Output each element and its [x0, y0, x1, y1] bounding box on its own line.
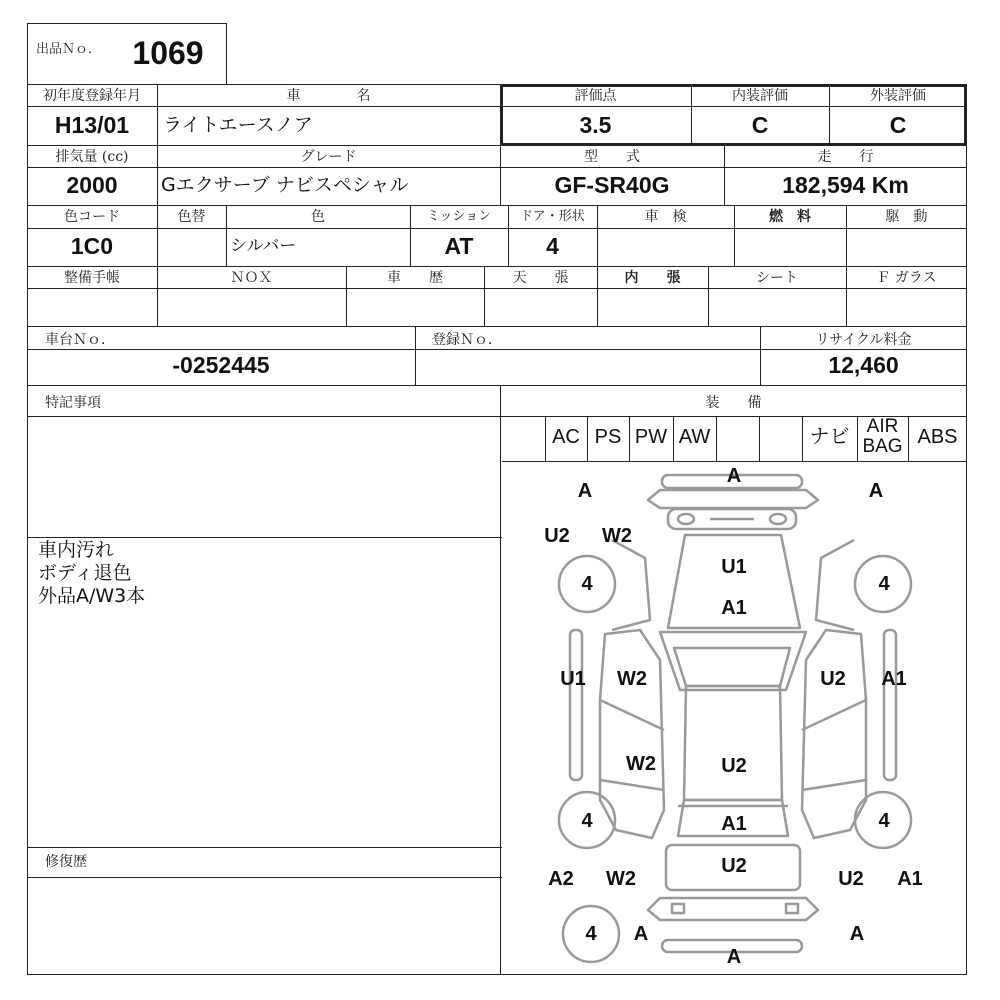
- color-label: 色: [311, 209, 325, 225]
- first-registration-label: 初年度登録年月: [43, 88, 141, 104]
- divider: [27, 205, 967, 206]
- front-glass-label: Ｆ ガラス: [876, 270, 937, 286]
- damage-mark: A: [577, 480, 593, 502]
- fuel-label: 燃 料: [769, 209, 811, 225]
- divider: [27, 847, 502, 848]
- car-diagram: [502, 462, 966, 974]
- recycle-fee-value: 12,460: [828, 352, 899, 378]
- damage-mark: A1: [721, 813, 747, 835]
- damage-mark: 4: [878, 810, 890, 832]
- damage-mark: 4: [581, 810, 593, 832]
- damage-mark: U1: [721, 556, 747, 578]
- damage-mark: A: [726, 465, 742, 487]
- lot-number-label: 出品Ｎｏ．: [36, 42, 102, 57]
- damage-mark: A: [633, 923, 649, 945]
- model-code-label: 型 式: [584, 149, 640, 165]
- interior-grade-label: 内装評価: [732, 88, 788, 104]
- equipment-item-pw: PW: [634, 426, 668, 448]
- note-line: 車内汚れ: [38, 539, 115, 561]
- damage-mark: A1: [721, 597, 747, 619]
- damage-mark: 4: [581, 573, 593, 595]
- note-line: 外品A/W3本: [38, 585, 146, 607]
- note-line: ボディ退色: [38, 562, 132, 584]
- score-label: 評価点: [574, 88, 617, 104]
- exterior-grade-value: C: [889, 112, 907, 138]
- divider: [27, 416, 967, 417]
- color-code-label: 色コード: [64, 209, 120, 225]
- headliner-label: 天 張: [512, 270, 569, 286]
- displacement-label: 排気量 (cc): [55, 149, 129, 165]
- damage-mark: A2: [548, 868, 574, 890]
- damage-mark: U2: [820, 668, 846, 690]
- damage-mark: U2: [721, 755, 747, 777]
- door-shape-value: 4: [546, 233, 559, 259]
- model-code-value: GF-SR40G: [554, 172, 670, 198]
- equipment-item-ac: AC: [552, 426, 580, 448]
- inspection-label: 車 検: [644, 209, 687, 225]
- divider: [415, 326, 416, 385]
- damage-mark: U2: [838, 868, 864, 890]
- divider: [500, 385, 501, 975]
- damage-mark: 4: [878, 573, 890, 595]
- door-shape-label: ドア・形状: [520, 209, 585, 224]
- mileage-label: 走 行: [817, 149, 874, 165]
- damage-mark: A: [849, 923, 865, 945]
- equipment-item-ps: PS: [594, 426, 622, 448]
- divider: [27, 167, 967, 168]
- score-value: 3.5: [579, 112, 612, 138]
- transmission-label: ミッション: [426, 209, 492, 224]
- displacement-value: 2000: [66, 172, 118, 198]
- equipment-item-airbag: AIR BAG: [862, 416, 903, 457]
- divider: [27, 228, 967, 229]
- damage-mark: W2: [602, 525, 632, 547]
- car-name-value: ライトエースノア: [163, 114, 313, 136]
- divider: [716, 416, 717, 461]
- chassis-number-label: 車台Ｎｏ．: [45, 332, 115, 348]
- damage-mark: W2: [617, 668, 647, 690]
- repair-history-label: 修復歴: [45, 854, 87, 870]
- transmission-value: AT: [444, 233, 474, 259]
- color-value: シルバー: [230, 236, 297, 256]
- first-registration-value: H13/01: [54, 112, 130, 138]
- damage-mark: U2: [544, 525, 570, 547]
- exterior-grade-label: 外装評価: [870, 88, 926, 104]
- divider: [27, 288, 967, 289]
- divider: [27, 877, 502, 878]
- damage-mark: 4: [585, 923, 597, 945]
- interior-grade-value: C: [751, 112, 769, 138]
- interior-trim-label: 内 張: [624, 270, 681, 286]
- equipment-label: 装 備: [705, 395, 762, 411]
- lot-number-value: 1069: [132, 35, 204, 71]
- nox-label: ＮＯＸ: [230, 270, 273, 286]
- equipment-item-navi: ナビ: [809, 426, 850, 448]
- divider: [27, 537, 502, 538]
- vehicle-history-label: 車 歴: [387, 270, 443, 286]
- equipment-item-aw: AW: [678, 426, 711, 448]
- divider: [759, 416, 760, 461]
- recycle-fee-label: リサイクル料金: [815, 332, 912, 348]
- car-name-label: 車 名: [286, 88, 371, 104]
- damage-mark: A1: [897, 868, 923, 890]
- drive-label: 駆 動: [885, 209, 928, 225]
- damage-mark: U1: [560, 668, 586, 690]
- color-code-value: 1C0: [70, 233, 114, 259]
- damage-mark: W2: [606, 868, 636, 890]
- grade-label: グレード: [300, 149, 357, 165]
- color-change-label: 色替: [177, 209, 206, 225]
- maintenance-record-label: 整備手帳: [64, 270, 120, 286]
- divider: [27, 326, 967, 327]
- chassis-number-value: -0252445: [172, 352, 270, 378]
- grade-value: Gエクサーブ ナビスペシャル: [161, 174, 409, 196]
- seat-label: シート: [756, 270, 798, 286]
- divider: [27, 266, 967, 267]
- divider: [27, 385, 967, 386]
- registration-number-label: 登録Ｎｏ．: [432, 332, 502, 348]
- equipment-item-abs: ABS: [917, 426, 958, 448]
- damage-mark: A1: [881, 668, 907, 690]
- damage-mark: A: [868, 480, 884, 502]
- damage-mark: W2: [626, 753, 656, 775]
- damage-mark: U2: [721, 855, 747, 877]
- mileage-value: 182,594 Km: [782, 172, 909, 198]
- special-notes-label: 特記事項: [45, 395, 101, 411]
- damage-mark: A: [726, 946, 742, 968]
